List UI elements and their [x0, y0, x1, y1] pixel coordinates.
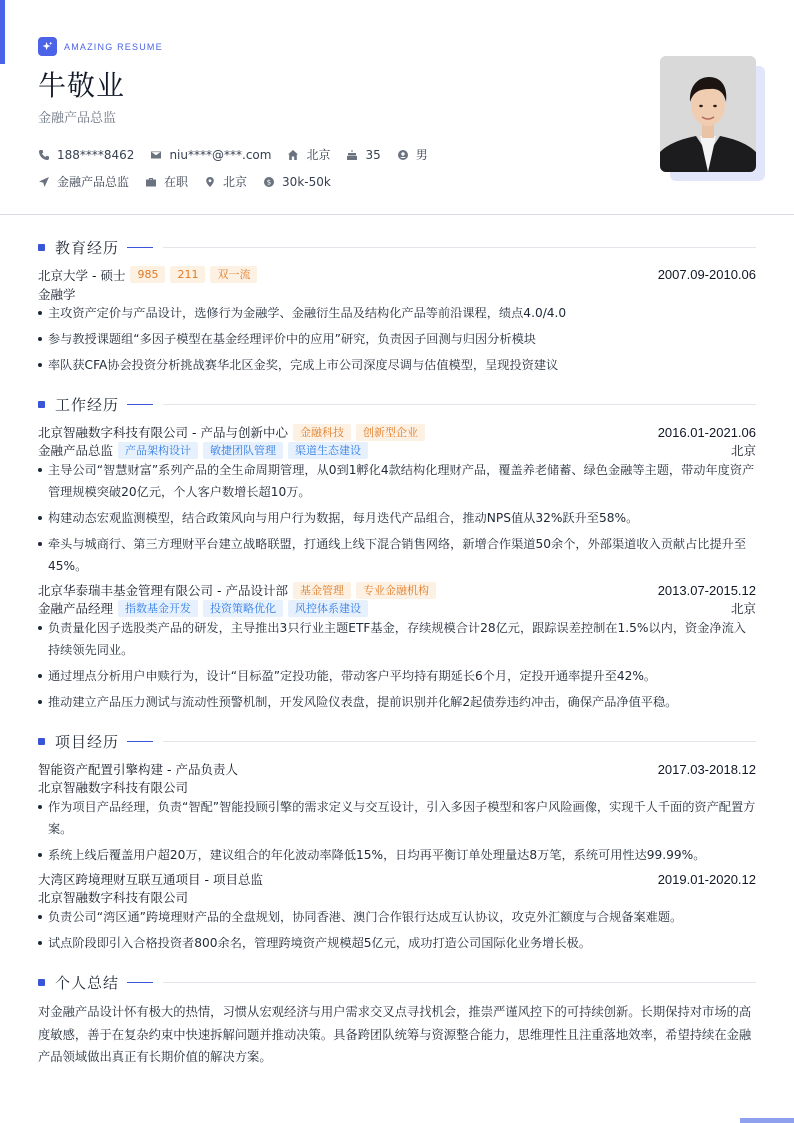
- work-company-row: [38, 423, 756, 441]
- company-tag: 基金管理: [293, 582, 351, 599]
- work-city: 北京: [730, 601, 756, 616]
- education-bullet: 参与教授课题组“多因子模型在基金经理评价中的应用”研究，负责因子回测与归因分析模块: [38, 328, 756, 350]
- project-bullet: 负责公司“湾区通”跨境理财产品的全盘规划，协同香港、澳门合作银行达成互认协议，攻克外汇额度与合规备案难题。: [38, 906, 756, 928]
- work-date: 2013.07-2015.12: [657, 582, 756, 598]
- money-icon: [263, 176, 275, 188]
- work-bullet: 主导公司“智慧财富”系列产品的全生命周期管理，从0到1孵化4款结构化理财产品，覆盖养老储蓄、绿色金融等主题，带动年度资产管理规模突破20亿元，个人客户数增长超10万。: [38, 459, 756, 503]
- summary-text: 对金融产品设计怀有极大的热情，习惯从宏观经济与用户需求交叉点寻找机会，推崇严谨风控下的可持续创新。长期保持对市场的高度敏感，善于在复杂约束中快速拆解问题并推动决策。具备跨团队统筹与资源整合能力，思维理性且注重落地效率，希望持续在金融产品领域做出真正有长期价值的解决方案。: [38, 1005, 752, 1064]
- candidate-title: 金融产品总监: [38, 111, 117, 126]
- salary-text: 30k-50k: [282, 174, 331, 189]
- work-bullet: 负责量化因子选股类产品的研发，主导推出3只行业主题ETF基金，存续规模合计28亿元，跟踪误差控制在1.5%以内，资金净流入持续领先同业。: [38, 617, 756, 661]
- company-tag: 创新型企业: [356, 424, 425, 441]
- profile-photo: [660, 56, 756, 172]
- section-rule: [163, 247, 756, 248]
- school-tag: 985: [130, 266, 165, 283]
- work-bullet: 通过埋点分析用户申赎行为，设计“目标盈”定投功能，带动客户平均持有期延长6个月，定投开通率提升至42%。: [38, 665, 756, 687]
- section-rule-short: [127, 404, 153, 405]
- section-summary: [38, 972, 756, 992]
- intent-city-item: [204, 173, 247, 190]
- section-work: [38, 394, 756, 414]
- section-title-projects: 项目经历: [55, 732, 120, 751]
- section-rule-short: [127, 741, 153, 742]
- work-role-row: [38, 441, 756, 459]
- work-date: 2016.01-2021.06: [657, 424, 756, 440]
- footer-accent-bar: [740, 1118, 794, 1123]
- project-date: 2017.03-2018.12: [657, 761, 756, 777]
- section-education: [38, 237, 756, 257]
- intent-row: [38, 173, 347, 190]
- role-tag: 风控体系建设: [288, 600, 368, 617]
- role-tag: 产品架构设计: [118, 442, 198, 459]
- school-tag: 双一流: [210, 266, 257, 283]
- send-icon: [38, 176, 50, 188]
- education-school-row: [38, 265, 756, 284]
- work-company: 北京华泰瑞丰基金管理有限公司 - 产品设计部: [38, 583, 288, 598]
- candidate-name: 牛敬业: [38, 69, 126, 102]
- company-tag: 专业金融机构: [356, 582, 436, 599]
- cake-icon: [346, 149, 358, 161]
- age-text: 35: [365, 147, 381, 162]
- role-tag: 渠道生态建设: [288, 442, 368, 459]
- svg-text:$: $: [266, 178, 272, 187]
- project-name: 智能资产配置引擎构建 - 产品负责人: [38, 762, 238, 777]
- section-title-education: 教育经历: [55, 238, 120, 257]
- intent-city-text: 北京: [223, 175, 248, 189]
- brand-label: AMAZING RESUME: [64, 41, 163, 52]
- role-tag: 投资策略优化: [203, 600, 283, 617]
- project-name-row: [38, 760, 756, 778]
- project-org-row: [38, 888, 756, 906]
- mail-icon: [150, 149, 162, 161]
- work-city: 北京: [730, 443, 756, 458]
- gender-text: 男: [415, 148, 428, 162]
- section-rule-short: [127, 982, 153, 983]
- project-org: 北京智融数字科技有限公司: [38, 890, 189, 905]
- company-tag: 金融科技: [293, 424, 351, 441]
- education-date: 2007.09-2010.06: [657, 267, 756, 282]
- project-name: 大湾区跨境理财互联互通项目 - 项目总监: [38, 872, 263, 887]
- work-role-row: [38, 599, 756, 617]
- status-text: 在职: [164, 175, 189, 189]
- user-icon: [397, 149, 409, 161]
- section-rule: [163, 741, 756, 742]
- work-bullet: 推动建立产品压力测试与流动性预警机制，开发风险仪表盘，提前识别并化解2起债券违约冲击，确保产品净值平稳。: [38, 691, 756, 713]
- sparkle-icon: [38, 37, 57, 56]
- resume-header: [0, 0, 794, 215]
- section-title-work: 工作经历: [55, 395, 120, 414]
- section-rule: [163, 404, 756, 405]
- education-school: 北京大学 - 硕士: [38, 267, 126, 283]
- salary-item: [263, 175, 331, 189]
- phone-text: 188****8462: [57, 147, 135, 162]
- work-company: 北京智融数字科技有限公司 - 产品与创新中心: [38, 425, 288, 440]
- intent-title-item: [38, 173, 129, 190]
- briefcase-icon: [145, 176, 157, 188]
- phone-item: [38, 148, 134, 162]
- education-bullet: 主攻资产定价与产品设计，选修行为金融学、金融衍生品及结构化产品等前沿课程，绩点4.0/4.0: [38, 302, 756, 324]
- project-bullet: 系统上线后覆盖用户超20万，建议组合的年化波动率降低15%，日均再平衡订单处理量达8万笔，系统可用性达99.99%。: [38, 844, 756, 866]
- contact-row: [38, 146, 444, 163]
- brand: [38, 37, 163, 56]
- project-org-row: [38, 778, 756, 796]
- intent-title-text: 金融产品总监: [57, 175, 130, 189]
- education-bullet: 率队获CFA协会投资分析挑战赛华北区金奖，完成上市公司深度尽调与估值模型，呈现投资建议: [38, 354, 756, 376]
- city-text: 北京: [306, 148, 331, 162]
- section-rule: [163, 982, 756, 983]
- city-item: [287, 146, 330, 163]
- project-bullet: 作为项目产品经理，负责“智配”智能投顾引擎的需求定义与交互设计，引入多因子模型和客户风险画像，实现千人千面的资产配置方案。: [38, 796, 756, 840]
- section-dot: [38, 401, 45, 408]
- email-item: [150, 148, 271, 162]
- home-icon: [287, 149, 299, 161]
- work-role: 金融产品总监: [38, 443, 114, 458]
- work-bullet: 构建动态宏观监测模型，结合政策风向与用户行为数据，每月迭代产品组合，推动NPS值从32%跃升至58%。: [38, 507, 756, 529]
- status-item: [145, 173, 188, 190]
- section-dot: [38, 244, 45, 251]
- section-title-summary: 个人总结: [55, 973, 120, 992]
- section-projects: [38, 731, 756, 751]
- role-tag: 指数基金开发: [118, 600, 198, 617]
- project-date: 2019.01-2020.12: [657, 871, 756, 887]
- work-bullet: 牵头与城商行、第三方理财平台建立战略联盟，打通线上线下混合销售网络，新增合作渠道50余个，外部渠道收入贡献占比提升至45%。: [38, 533, 756, 577]
- education-major-row: [38, 285, 756, 302]
- email-text: niu****@***.com: [169, 147, 272, 162]
- work-role: 金融产品经理: [38, 601, 114, 616]
- location-pin-icon: [204, 176, 216, 188]
- project-bullet: 试点阶段即引入合格投资者800余名，管理跨境资产规模超5亿元，成功打造公司国际化业务增长极。: [38, 932, 756, 954]
- section-dot: [38, 979, 45, 986]
- age-item: [346, 148, 380, 162]
- work-company-row: [38, 581, 756, 599]
- gender-item: [397, 146, 428, 163]
- project-org: 北京智融数字科技有限公司: [38, 780, 189, 795]
- section-rule-short: [127, 247, 153, 248]
- project-name-row: [38, 870, 756, 888]
- school-tag: 211: [170, 266, 205, 283]
- role-tag: 敏捷团队管理: [203, 442, 283, 459]
- section-dot: [38, 738, 45, 745]
- education-major: 金融学: [38, 286, 76, 302]
- phone-icon: [38, 149, 50, 161]
